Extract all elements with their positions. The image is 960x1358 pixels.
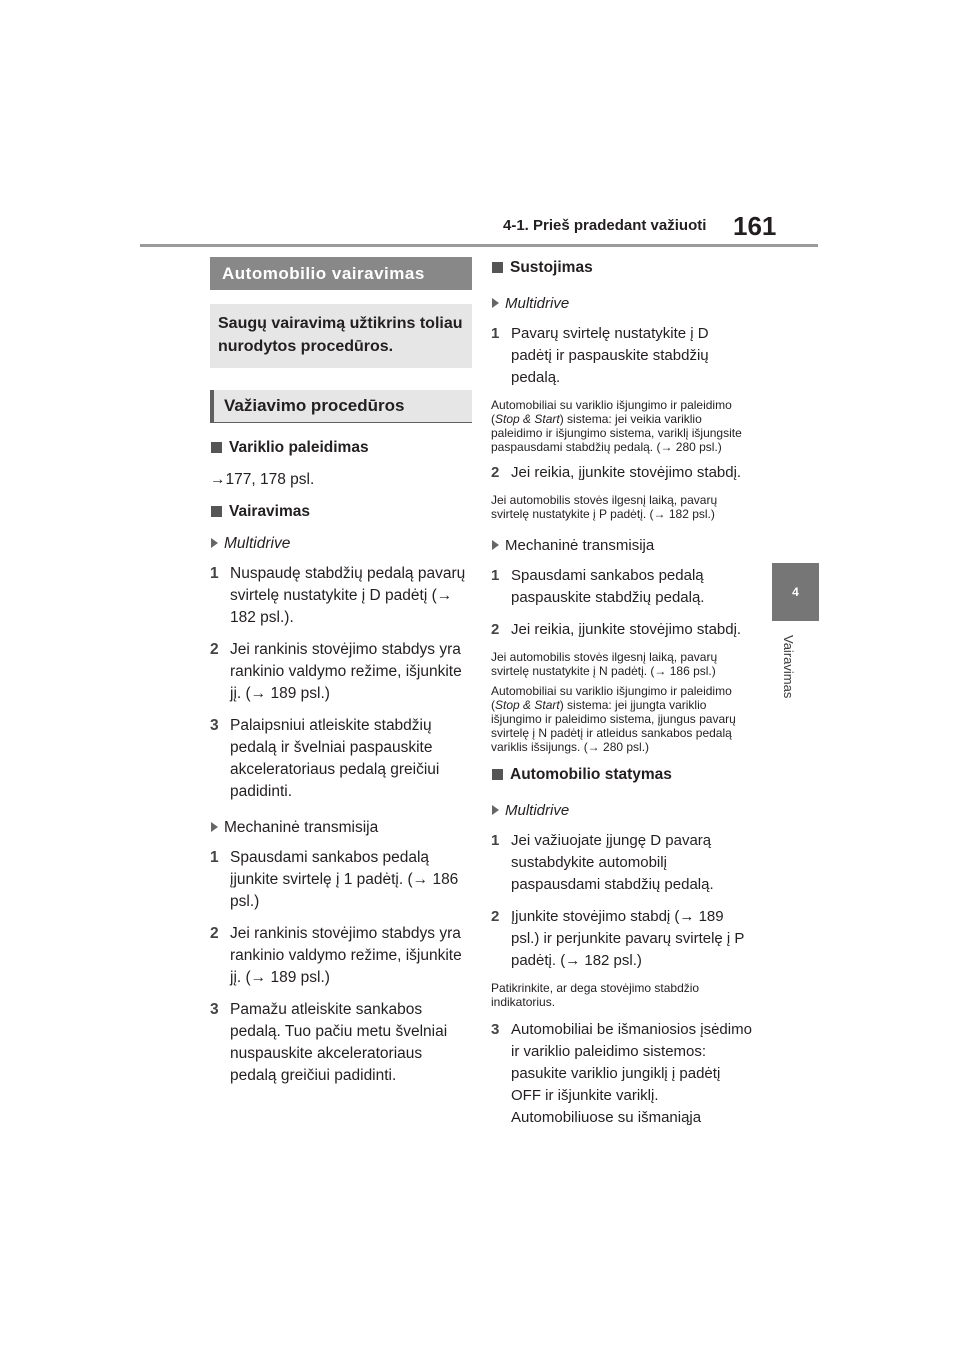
note-text: Automobiliai su variklio išjungimo ir paleidimo (Stop & Start) sistema: jei įjungta variklio išjungimo ir paleidimo sistema, įjungus pavarų svirtelę į N padėtį ir atleidus sankabos pedalą variklis išsijungs. (→ 280 psl.): [491, 684, 736, 754]
triangle-bullet-icon: [492, 805, 499, 815]
transmission-label: Multidrive: [491, 293, 753, 315]
section-heading-engine-start: Variklio paleidimas: [210, 437, 472, 459]
triangle-bullet-icon: [211, 538, 218, 548]
reference-text: →177, 178 psl.: [210, 471, 315, 488]
step-item: 1 Pavarų svirtelę nustatykite į D padėtį ir paspauskite stabdžių pedalą.: [491, 325, 709, 386]
step-item: 1 Spausdami sankabos pedalą įjunkite svirtelę į 1 padėtį. (→ 186 psl.): [210, 849, 459, 910]
step-item: 3 Pamažu atleiskite sankabos pedalą. Tuo pačiu metu švelniai nuspauskite akceleratoriaus pedalą greičiui padidinti.: [210, 1001, 448, 1084]
transmission-label: Mechaninė transmisija: [491, 535, 753, 557]
note-text: Patikrinkite, ar dega stovėjimo stabdžio indikatorius.: [491, 981, 700, 1009]
step-item: 2 Jei rankinis stovėjimo stabdys yra rankinio valdymo režime, išjunkite jį. (→ 189 psl.): [210, 925, 462, 986]
note-text: Automobiliai su variklio išjungimo ir paleidimo (Stop & Start) sistema: jei veikia variklio paleidimo ir išjungimo sistema, variklį išjungsite paspausdami stabdžių pedalą. (→ 280 psl.): [491, 398, 742, 454]
section-heading-driving: Vairavimas: [210, 501, 472, 523]
transmission-label: Multidrive: [491, 800, 753, 822]
section-heading-parking: Automobilio statymas: [491, 764, 753, 786]
chapter-label: Vairavimas: [781, 635, 796, 699]
step-item: 2 Jei reikia, įjunkite stovėjimo stabdį.: [491, 621, 742, 638]
main-heading: Automobilio vairavimas: [210, 257, 472, 290]
square-bullet-icon: [492, 769, 503, 780]
square-bullet-icon: [211, 506, 222, 517]
left-column: [210, 257, 472, 1087]
step-item: 2 Jei reikia, įjunkite stovėjimo stabdį.: [491, 464, 742, 481]
chapter-tab: 4: [772, 563, 819, 621]
step-item: 3 Palaipsniui atleiskite stabdžių pedalą ir švelniai paspauskite akceleratoriaus pedalą greičiui padidinti.: [210, 717, 440, 800]
transmission-label: Mechaninė transmisija: [210, 817, 472, 839]
step-item: 1 Jei važiuojate įjungę D pavarą sustabdykite automobilį paspausdami stabdžių pedalą.: [491, 832, 714, 893]
note-text: Jei automobilis stovės ilgesnį laiką, pavarų svirtelę nustatykite į P padėtį. (→ 182 psl.): [491, 493, 718, 521]
subheading: Važiavimo procedūros: [210, 390, 472, 423]
square-bullet-icon: [211, 442, 222, 453]
right-column: [491, 257, 753, 1129]
triangle-bullet-icon: [211, 822, 218, 832]
triangle-bullet-icon: [492, 298, 499, 308]
triangle-bullet-icon: [492, 540, 499, 550]
note-text: Jei automobilis stovės ilgesnį laiką, pavarų svirtelę nustatykite į N padėtį. (→ 186 psl.): [491, 650, 718, 678]
section-heading-stopping: Sustojimas: [491, 257, 753, 279]
step-item: 1 Nuspaudę stabdžių pedalą pavarų svirtelę nustatykite į D padėtį (→ 182 psl.).: [210, 565, 466, 626]
section-title: 4-1. Prieš pradedant važiuoti: [503, 217, 707, 234]
header-divider: [140, 244, 818, 247]
square-bullet-icon: [492, 262, 503, 273]
step-item: 1 Spausdami sankabos pedalą paspauskite stabdžių pedalą.: [491, 567, 705, 606]
transmission-label: Multidrive: [210, 533, 472, 555]
step-item: 2 Jei rankinis stovėjimo stabdys yra rankinio valdymo režime, išjunkite jį. (→ 189 psl.): [210, 641, 462, 702]
page-number: 161: [733, 211, 777, 241]
step-item: 3 Automobiliai be išmaniosios įsėdimo ir variklio paleidimo sistemos: pasukite variklio jungiklį į padėtį OFF ir išjunkite variklį. Automobiliuose su išmaniąja: [491, 1021, 752, 1126]
intro-box: Saugų vairavimą užtikrins toliau nurodytos procedūros.: [210, 304, 472, 368]
step-item: 2 Įjunkite stovėjimo stabdį (→ 189 psl.) ir perjunkite pavarų svirtelę į P padėtį. (→ 182 psl.): [491, 908, 745, 969]
